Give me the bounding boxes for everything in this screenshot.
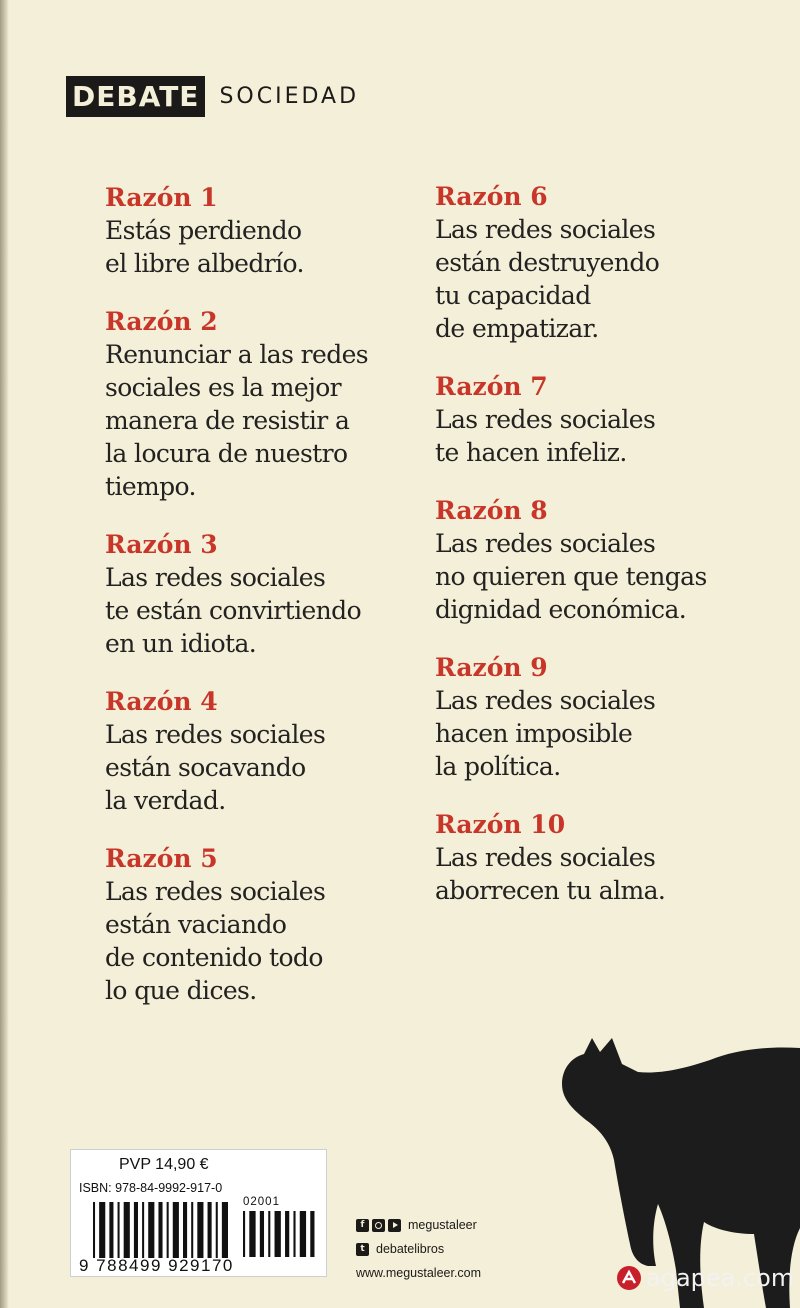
debatelibros-handle: debatelibros	[376, 1242, 445, 1256]
publisher-logo	[66, 76, 359, 117]
isbn-text: ISBN: 978-84-9992-917-0	[79, 1181, 223, 1195]
reason-text-line: sociales es la mejor	[105, 373, 342, 402]
reason-title: Razón 10	[435, 810, 566, 839]
cat-silhouette-image	[540, 1008, 800, 1308]
barcode-bar	[197, 1202, 203, 1258]
barcode-bar	[99, 1202, 105, 1258]
barcode-bar	[243, 1211, 245, 1257]
barcode-bar	[208, 1202, 212, 1258]
reason-block	[105, 305, 435, 503]
reason-text-line: están vaciando	[105, 910, 287, 939]
reason-text-line: la verdad.	[105, 786, 226, 815]
website-url: www.megustaleer.com	[356, 1266, 482, 1280]
barcode-bar	[275, 1211, 281, 1257]
reason-text-line: hacen imposible	[435, 719, 633, 748]
barcode-bar	[109, 1202, 113, 1258]
barcode-bar	[134, 1202, 138, 1258]
reason-title: Razón 5	[105, 844, 218, 873]
reason-text-line: no quieren que tengas	[435, 562, 707, 591]
barcode-bar	[118, 1202, 120, 1258]
reason-text-line: Las redes sociales	[105, 877, 326, 906]
price-text: PVP 14,90 €	[119, 1156, 209, 1173]
twitter-icon: t	[356, 1243, 369, 1256]
reason-text-line: Estás perdiendo	[105, 216, 302, 245]
social-row-megustaleer	[356, 1216, 481, 1234]
reason-block	[105, 528, 435, 660]
barcode-bar	[268, 1211, 270, 1257]
reason-block	[105, 181, 435, 280]
reason-text-line: aborrecen tu alma.	[435, 876, 666, 905]
barcode-main	[93, 1202, 228, 1258]
reason-text-line: el libre albedrío.	[105, 249, 304, 278]
reason-text-line: Las redes sociales	[105, 720, 326, 749]
reason-text-line: Las redes sociales	[435, 215, 656, 244]
reason-text-line: lo que dices.	[105, 976, 257, 1005]
social-row-debatelibros	[356, 1240, 481, 1258]
reason-text-line: Las redes sociales	[435, 686, 656, 715]
reason-text-line: Las redes sociales	[435, 405, 656, 434]
reason-title: Razón 1	[105, 183, 218, 212]
reason-title: Razón 3	[105, 530, 218, 559]
reason-title: Razón 2	[105, 307, 218, 336]
reason-text-line: manera de resistir a	[105, 406, 350, 435]
reason-block	[435, 808, 765, 907]
barcode-bar	[93, 1202, 95, 1258]
debate-brand: DEBATE	[66, 76, 205, 117]
reason-text-line: en un idiota.	[105, 629, 257, 658]
reason-text-line: te están convirtiendo	[105, 596, 362, 625]
book-spine-edge	[0, 0, 9, 1308]
barcode-bar	[260, 1211, 264, 1257]
barcode-bar	[173, 1202, 179, 1258]
reason-text-line: están destruyendo	[435, 248, 660, 277]
reason-text-line: Las redes sociales	[105, 563, 326, 592]
reason-title: Razón 8	[435, 496, 548, 525]
agapea-watermark-text: agapea.com	[646, 1264, 795, 1292]
reasons-column-left	[105, 181, 435, 1032]
agapea-logo-icon	[616, 1265, 642, 1291]
social-row-website	[356, 1264, 481, 1282]
reason-title: Razón 7	[435, 372, 548, 401]
barcode-bar	[191, 1202, 193, 1258]
reason-text-line: tu capacidad	[435, 281, 591, 310]
barcode-bar	[285, 1211, 289, 1257]
reason-text-line: la política.	[435, 752, 561, 781]
reason-text-line: dignidad económica.	[435, 595, 687, 624]
barcode-bar	[167, 1202, 169, 1258]
barcode-bar	[148, 1202, 154, 1258]
reason-block	[105, 842, 435, 1007]
barcode-bar	[124, 1202, 130, 1258]
megustaleer-handle: megustaleer	[408, 1218, 477, 1232]
barcode-bar	[249, 1211, 255, 1257]
barcode-bar	[293, 1211, 295, 1257]
reason-text-line: de empatizar.	[435, 314, 599, 343]
barcode-bar	[300, 1211, 306, 1257]
reason-block	[435, 651, 765, 783]
reasons-column-right	[435, 180, 765, 932]
reason-text-line: Las redes sociales	[435, 843, 656, 872]
reason-block	[435, 494, 765, 626]
price-barcode-label	[70, 1149, 327, 1277]
reason-title: Razón 6	[435, 182, 548, 211]
reason-text-line: de contenido todo	[105, 943, 323, 972]
reason-text-line: Renunciar a las redes	[105, 340, 369, 369]
agapea-watermark	[616, 1264, 794, 1292]
barcode-bar	[216, 1202, 218, 1258]
reason-text-line: están socavando	[105, 753, 306, 782]
barcode-bar	[183, 1202, 187, 1258]
reason-text-line: tiempo.	[105, 472, 196, 501]
barcode-bar	[222, 1202, 228, 1258]
collection-name: SOCIEDAD	[219, 84, 360, 109]
barcode-bar	[158, 1202, 162, 1258]
barcode-bar	[310, 1211, 314, 1257]
barcode-supplement-number: 02001	[243, 1196, 280, 1208]
social-links	[356, 1216, 481, 1288]
barcode-bar	[142, 1202, 144, 1258]
facebook-icon: f	[356, 1219, 369, 1232]
reason-block	[435, 180, 765, 345]
reason-block	[435, 370, 765, 469]
reason-text-line: Las redes sociales	[435, 529, 656, 558]
ean-number: 9 788499 929170	[79, 1256, 234, 1275]
reason-title: Razón 4	[105, 687, 218, 716]
reason-title: Razón 9	[435, 653, 548, 682]
barcode-supplement	[243, 1211, 317, 1257]
reason-text-line: la locura de nuestro	[105, 439, 348, 468]
reason-block	[105, 685, 435, 817]
instagram-icon	[372, 1219, 385, 1232]
youtube-icon	[388, 1219, 401, 1232]
reason-text-line: te hacen infeliz.	[435, 438, 627, 467]
